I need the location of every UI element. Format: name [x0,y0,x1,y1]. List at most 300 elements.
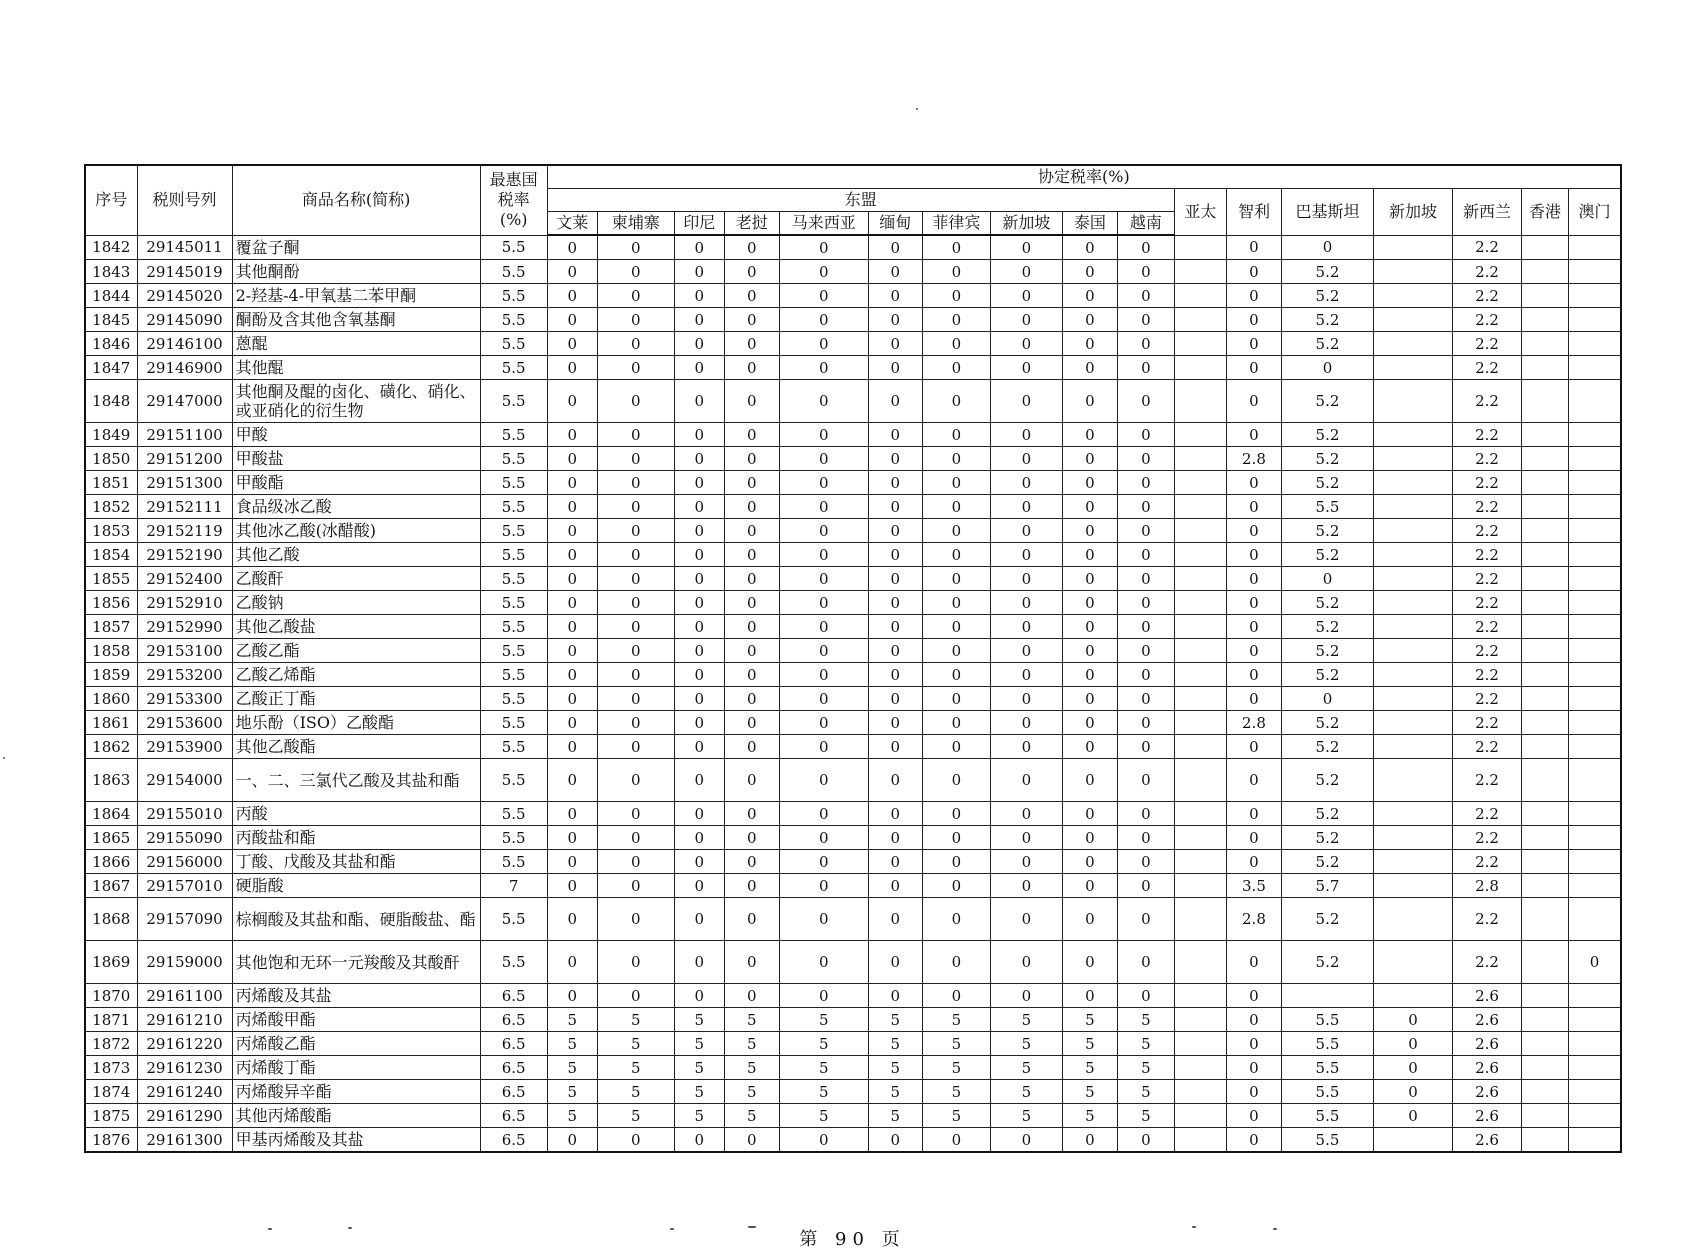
header-name: 商品名称(简称) [232,165,480,235]
cell-chile: 0 [1226,423,1281,447]
cell-new-zealand: 2.2 [1453,495,1522,519]
cell-asean-rate: 0 [868,984,922,1008]
cell-asean-rate: 5 [674,1080,724,1104]
cell-code: 29153300 [137,687,232,711]
cell-asean-rate: 0 [922,284,990,308]
cell-macao [1569,423,1621,447]
cell-chile: 0 [1226,519,1281,543]
cell-asean-rate: 0 [922,495,990,519]
cell-mfn: 5.5 [480,447,547,471]
cell-new-zealand: 2.2 [1453,332,1522,356]
cell-seq: 1860 [85,687,137,711]
cell-asean-rate: 0 [1117,519,1174,543]
cell-asean-rate: 0 [597,380,674,423]
cell-code: 29161300 [137,1128,232,1153]
cell-hong-kong [1522,332,1569,356]
cell-asean-rate: 0 [1117,759,1174,802]
cell-asean-rate: 0 [990,687,1062,711]
cell-mfn: 5.5 [480,898,547,941]
cell-new-zealand: 2.2 [1453,567,1522,591]
header-asean-brunei: 文莱 [547,212,597,236]
cell-asean-rate: 0 [922,984,990,1008]
cell-code: 29155010 [137,802,232,826]
cell-asean-rate: 0 [597,591,674,615]
cell-asean-rate: 0 [674,639,724,663]
cell-asean-rate: 0 [779,850,868,874]
cell-chile: 0 [1226,663,1281,687]
cell-seq: 1874 [85,1080,137,1104]
cell-mfn: 5.5 [480,495,547,519]
cell-asean-rate: 5 [1117,1080,1174,1104]
cell-singapore: 0 [1373,1080,1452,1104]
cell-seq: 1851 [85,471,137,495]
cell-asean-rate: 0 [1062,826,1117,850]
cell-macao [1569,687,1621,711]
cell-chile: 0 [1226,759,1281,802]
cell-macao [1569,235,1621,260]
cell-asean-rate: 0 [922,356,990,380]
header-asean-thailand: 泰国 [1062,212,1117,236]
cell-asean-rate: 0 [922,380,990,423]
cell-hong-kong [1522,423,1569,447]
cell-asean-rate: 0 [779,495,868,519]
cell-singapore [1373,447,1452,471]
cell-asean-rate: 0 [547,941,597,984]
cell-singapore [1373,495,1452,519]
cell-pakistan: 5.7 [1281,874,1373,898]
cell-mfn: 5.5 [480,332,547,356]
cell-new-zealand: 2.6 [1453,984,1522,1008]
cell-asean-rate: 0 [547,519,597,543]
cell-mfn: 5.5 [480,826,547,850]
cell-asean-rate: 0 [724,471,779,495]
cell-asean-rate: 0 [779,898,868,941]
cell-mfn: 5.5 [480,260,547,284]
cell-asean-rate: 0 [779,802,868,826]
cell-asean-rate: 0 [779,874,868,898]
cell-new-zealand: 2.2 [1453,308,1522,332]
cell-asean-rate: 0 [922,759,990,802]
cell-asean-rate: 0 [779,543,868,567]
cell-asean-rate: 0 [674,591,724,615]
cell-asean-rate: 0 [1117,663,1174,687]
cell-asean-rate: 0 [990,735,1062,759]
cell-asean-rate: 0 [868,850,922,874]
cell-asean-rate: 0 [1117,802,1174,826]
cell-mfn: 6.5 [480,1128,547,1153]
cell-asean-rate: 0 [922,898,990,941]
cell-asean-rate: 0 [724,519,779,543]
table-row [85,639,1621,663]
cell-apta [1174,495,1226,519]
cell-asean-rate: 0 [922,874,990,898]
cell-apta [1174,591,1226,615]
cell-asean-rate: 5 [597,1032,674,1056]
cell-apta [1174,802,1226,826]
cell-code: 29161220 [137,1032,232,1056]
cell-mfn: 6.5 [480,1104,547,1128]
cell-asean-rate: 0 [868,308,922,332]
cell-hong-kong [1522,380,1569,423]
table-row [85,308,1621,332]
cell-asean-rate: 0 [724,543,779,567]
cell-asean-rate: 0 [724,663,779,687]
cell-asean-rate: 0 [724,711,779,735]
cell-asean-rate: 0 [1117,567,1174,591]
cell-asean-rate: 0 [597,519,674,543]
cell-singapore [1373,260,1452,284]
table-row [85,663,1621,687]
cell-asean-rate: 0 [868,874,922,898]
cell-asean-rate: 0 [724,850,779,874]
cell-new-zealand: 2.2 [1453,898,1522,941]
cell-mfn: 5.5 [480,471,547,495]
cell-asean-rate: 0 [868,898,922,941]
cell-mfn: 5.5 [480,519,547,543]
cell-name: 丙烯酸乙酯 [232,1032,480,1056]
cell-seq: 1856 [85,591,137,615]
cell-hong-kong [1522,543,1569,567]
cell-pakistan: 5.5 [1281,1104,1373,1128]
cell-asean-rate: 0 [547,356,597,380]
cell-asean-rate: 5 [724,1032,779,1056]
cell-seq: 1852 [85,495,137,519]
cell-hong-kong [1522,495,1569,519]
cell-new-zealand: 2.2 [1453,260,1522,284]
cell-asean-rate: 5 [779,1032,868,1056]
cell-name: 其他酮及醌的卤化、磺化、硝化、或亚硝化的衍生物 [232,380,480,423]
cell-asean-rate: 0 [597,898,674,941]
cell-hong-kong [1522,447,1569,471]
cell-singapore [1373,423,1452,447]
cell-macao [1569,471,1621,495]
cell-mfn: 5.5 [480,308,547,332]
cell-seq: 1863 [85,759,137,802]
cell-singapore: 0 [1373,1032,1452,1056]
cell-apta [1174,447,1226,471]
cell-chile: 0 [1226,639,1281,663]
cell-chile: 0 [1226,1056,1281,1080]
cell-name: 其他酮酚 [232,260,480,284]
cell-asean-rate: 5 [868,1032,922,1056]
cell-mfn: 5.5 [480,615,547,639]
cell-hong-kong [1522,1008,1569,1032]
cell-new-zealand: 2.2 [1453,471,1522,495]
cell-asean-rate: 0 [547,711,597,735]
cell-asean-rate: 0 [990,984,1062,1008]
cell-asean-rate: 0 [868,687,922,711]
cell-asean-rate: 0 [597,826,674,850]
table-row [85,332,1621,356]
cell-asean-rate: 0 [1117,380,1174,423]
cell-asean-rate: 0 [868,802,922,826]
cell-pakistan: 5.2 [1281,759,1373,802]
cell-asean-rate: 0 [1062,615,1117,639]
cell-asean-rate: 0 [547,308,597,332]
cell-asean-rate: 0 [674,1128,724,1153]
cell-asean-rate: 0 [779,711,868,735]
cell-asean-rate: 0 [724,687,779,711]
cell-code: 29161290 [137,1104,232,1128]
cell-chile: 2.8 [1226,898,1281,941]
cell-pakistan: 5.5 [1281,495,1373,519]
cell-asean-rate: 0 [990,898,1062,941]
cell-code: 29145019 [137,260,232,284]
table-row [85,711,1621,735]
cell-singapore [1373,591,1452,615]
cell-asean-rate: 5 [597,1008,674,1032]
header-pakistan: 巴基斯坦 [1281,189,1373,236]
cell-asean-rate: 5 [922,1080,990,1104]
cell-asean-rate: 5 [922,1032,990,1056]
cell-hong-kong [1522,898,1569,941]
cell-asean-rate: 0 [990,826,1062,850]
cell-mfn: 6.5 [480,1056,547,1080]
cell-asean-rate: 0 [779,519,868,543]
cell-code: 29151200 [137,447,232,471]
cell-asean-rate: 0 [779,356,868,380]
cell-macao [1569,711,1621,735]
cell-seq: 1862 [85,735,137,759]
cell-asean-rate: 0 [990,663,1062,687]
page-number: 第 90 页 [799,1229,906,1250]
cell-asean-rate: 0 [597,711,674,735]
cell-name: 丙酸盐和酯 [232,826,480,850]
cell-mfn: 5.5 [480,423,547,447]
cell-asean-rate: 5 [597,1056,674,1080]
header-code: 税则号列 [137,165,232,235]
cell-hong-kong [1522,1080,1569,1104]
cell-name: 地乐酚（ISO）乙酸酯 [232,711,480,735]
cell-pakistan: 0 [1281,567,1373,591]
cell-asean-rate: 0 [597,332,674,356]
cell-pakistan: 5.2 [1281,308,1373,332]
cell-asean-rate: 0 [922,802,990,826]
cell-seq: 1867 [85,874,137,898]
cell-asean-rate: 0 [1117,235,1174,260]
cell-asean-rate: 0 [922,826,990,850]
cell-apta [1174,423,1226,447]
cell-asean-rate: 0 [724,235,779,260]
cell-pakistan: 5.2 [1281,826,1373,850]
cell-asean-rate: 0 [547,850,597,874]
cell-asean-rate: 5 [779,1008,868,1032]
cell-asean-rate: 0 [990,308,1062,332]
cell-asean-rate: 0 [1062,235,1117,260]
cell-pakistan: 5.5 [1281,1080,1373,1104]
header-asean-laos: 老挝 [724,212,779,236]
cell-code: 29146100 [137,332,232,356]
table-row [85,1080,1621,1104]
cell-asean-rate: 0 [597,543,674,567]
cell-apta [1174,284,1226,308]
cell-macao [1569,615,1621,639]
cell-asean-rate: 0 [724,356,779,380]
cell-asean-rate: 0 [868,356,922,380]
cell-asean-rate: 0 [674,308,724,332]
cell-asean-rate: 5 [1117,1056,1174,1080]
cell-macao [1569,380,1621,423]
cell-apta [1174,735,1226,759]
cell-seq: 1871 [85,1008,137,1032]
cell-asean-rate: 0 [922,519,990,543]
cell-asean-rate: 0 [1062,260,1117,284]
cell-hong-kong [1522,356,1569,380]
cell-asean-rate: 5 [1117,1032,1174,1056]
cell-hong-kong [1522,1032,1569,1056]
cell-asean-rate: 0 [922,687,990,711]
cell-singapore [1373,802,1452,826]
cell-name: 蒽醌 [232,332,480,356]
cell-pakistan: 5.2 [1281,941,1373,984]
cell-asean-rate: 0 [724,380,779,423]
cell-pakistan: 0 [1281,356,1373,380]
table-row [85,735,1621,759]
cell-singapore [1373,308,1452,332]
cell-asean-rate: 0 [1062,874,1117,898]
cell-hong-kong [1522,519,1569,543]
cell-asean-rate: 0 [990,519,1062,543]
cell-seq: 1850 [85,447,137,471]
cell-asean-rate: 0 [1117,356,1174,380]
cell-asean-rate: 0 [868,423,922,447]
cell-pakistan: 5.5 [1281,1056,1373,1080]
cell-asean-rate: 0 [597,735,674,759]
cell-mfn: 5.5 [480,284,547,308]
cell-asean-rate: 5 [1062,1032,1117,1056]
cell-hong-kong [1522,735,1569,759]
cell-name: 2-羟基-4-甲氧基二苯甲酮 [232,284,480,308]
cell-macao [1569,260,1621,284]
table-row [85,447,1621,471]
cell-asean-rate: 5 [868,1080,922,1104]
cell-new-zealand: 2.2 [1453,802,1522,826]
cell-asean-rate: 0 [724,735,779,759]
cell-name: 乙酸钠 [232,591,480,615]
cell-asean-rate: 0 [1062,447,1117,471]
cell-macao [1569,1080,1621,1104]
cell-apta [1174,615,1226,639]
cell-asean-rate: 0 [724,941,779,984]
cell-chile: 0 [1226,235,1281,260]
cell-hong-kong [1522,826,1569,850]
cell-hong-kong [1522,711,1569,735]
cell-seq: 1849 [85,423,137,447]
cell-chile: 3.5 [1226,874,1281,898]
cell-asean-rate: 0 [724,802,779,826]
cell-asean-rate: 0 [674,380,724,423]
cell-asean-rate: 0 [868,759,922,802]
cell-asean-rate: 0 [779,235,868,260]
cell-asean-rate: 0 [1062,850,1117,874]
cell-macao [1569,735,1621,759]
cell-asean-rate: 0 [1062,591,1117,615]
cell-asean-rate: 0 [597,284,674,308]
cell-name: 乙酸正丁酯 [232,687,480,711]
cell-hong-kong [1522,471,1569,495]
cell-pakistan: 5.2 [1281,850,1373,874]
cell-asean-rate: 0 [724,423,779,447]
cell-asean-rate: 0 [724,567,779,591]
cell-asean-rate: 0 [868,639,922,663]
cell-seq: 1845 [85,308,137,332]
cell-asean-rate: 0 [990,1128,1062,1153]
cell-chile: 0 [1226,615,1281,639]
header-asean-myanmar: 缅甸 [868,212,922,236]
cell-asean-rate: 0 [597,471,674,495]
cell-mfn: 5.5 [480,235,547,260]
cell-chile: 0 [1226,380,1281,423]
cell-chile: 0 [1226,826,1281,850]
cell-asean-rate: 0 [724,984,779,1008]
cell-pakistan: 5.2 [1281,423,1373,447]
cell-singapore [1373,235,1452,260]
cell-mfn: 5.5 [480,543,547,567]
cell-asean-rate: 0 [1117,711,1174,735]
cell-asean-rate: 0 [990,356,1062,380]
cell-asean-rate: 0 [868,543,922,567]
cell-asean-rate: 0 [547,235,597,260]
cell-asean-rate: 0 [1062,898,1117,941]
cell-asean-rate: 5 [779,1056,868,1080]
cell-pakistan: 5.2 [1281,802,1373,826]
cell-asean-rate: 0 [990,802,1062,826]
cell-seq: 1866 [85,850,137,874]
cell-asean-rate: 0 [674,543,724,567]
cell-asean-rate: 0 [779,615,868,639]
cell-apta [1174,639,1226,663]
cell-macao [1569,284,1621,308]
cell-asean-rate: 0 [674,874,724,898]
header-asean-cambodia: 柬埔寨 [597,212,674,236]
table-row [85,380,1621,423]
cell-code: 29145011 [137,235,232,260]
cell-seq: 1847 [85,356,137,380]
cell-asean-rate: 0 [724,759,779,802]
cell-asean-rate: 0 [922,235,990,260]
cell-asean-rate: 0 [547,759,597,802]
cell-hong-kong [1522,308,1569,332]
table-row [85,826,1621,850]
cell-seq: 1858 [85,639,137,663]
cell-asean-rate: 0 [547,591,597,615]
cell-mfn: 5.5 [480,663,547,687]
cell-asean-rate: 0 [868,1128,922,1153]
cell-asean-rate: 5 [547,1104,597,1128]
cell-seq: 1864 [85,802,137,826]
cell-chile: 0 [1226,1032,1281,1056]
cell-hong-kong [1522,759,1569,802]
cell-asean-rate: 0 [1062,984,1117,1008]
cell-asean-rate: 0 [597,447,674,471]
cell-new-zealand: 2.2 [1453,639,1522,663]
cell-asean-rate: 0 [547,471,597,495]
cell-asean-rate: 5 [990,1104,1062,1128]
cell-hong-kong [1522,567,1569,591]
cell-asean-rate: 0 [674,615,724,639]
cell-code: 29154000 [137,759,232,802]
cell-asean-rate: 0 [1117,543,1174,567]
table-row [85,356,1621,380]
cell-chile: 0 [1226,687,1281,711]
cell-asean-rate: 5 [674,1056,724,1080]
cell-asean-rate: 0 [1117,308,1174,332]
cell-asean-rate: 0 [779,567,868,591]
cell-asean-rate: 0 [1062,308,1117,332]
cell-name: 甲基丙烯酸及其盐 [232,1128,480,1153]
cell-asean-rate: 0 [674,519,724,543]
cell-asean-rate: 0 [674,687,724,711]
